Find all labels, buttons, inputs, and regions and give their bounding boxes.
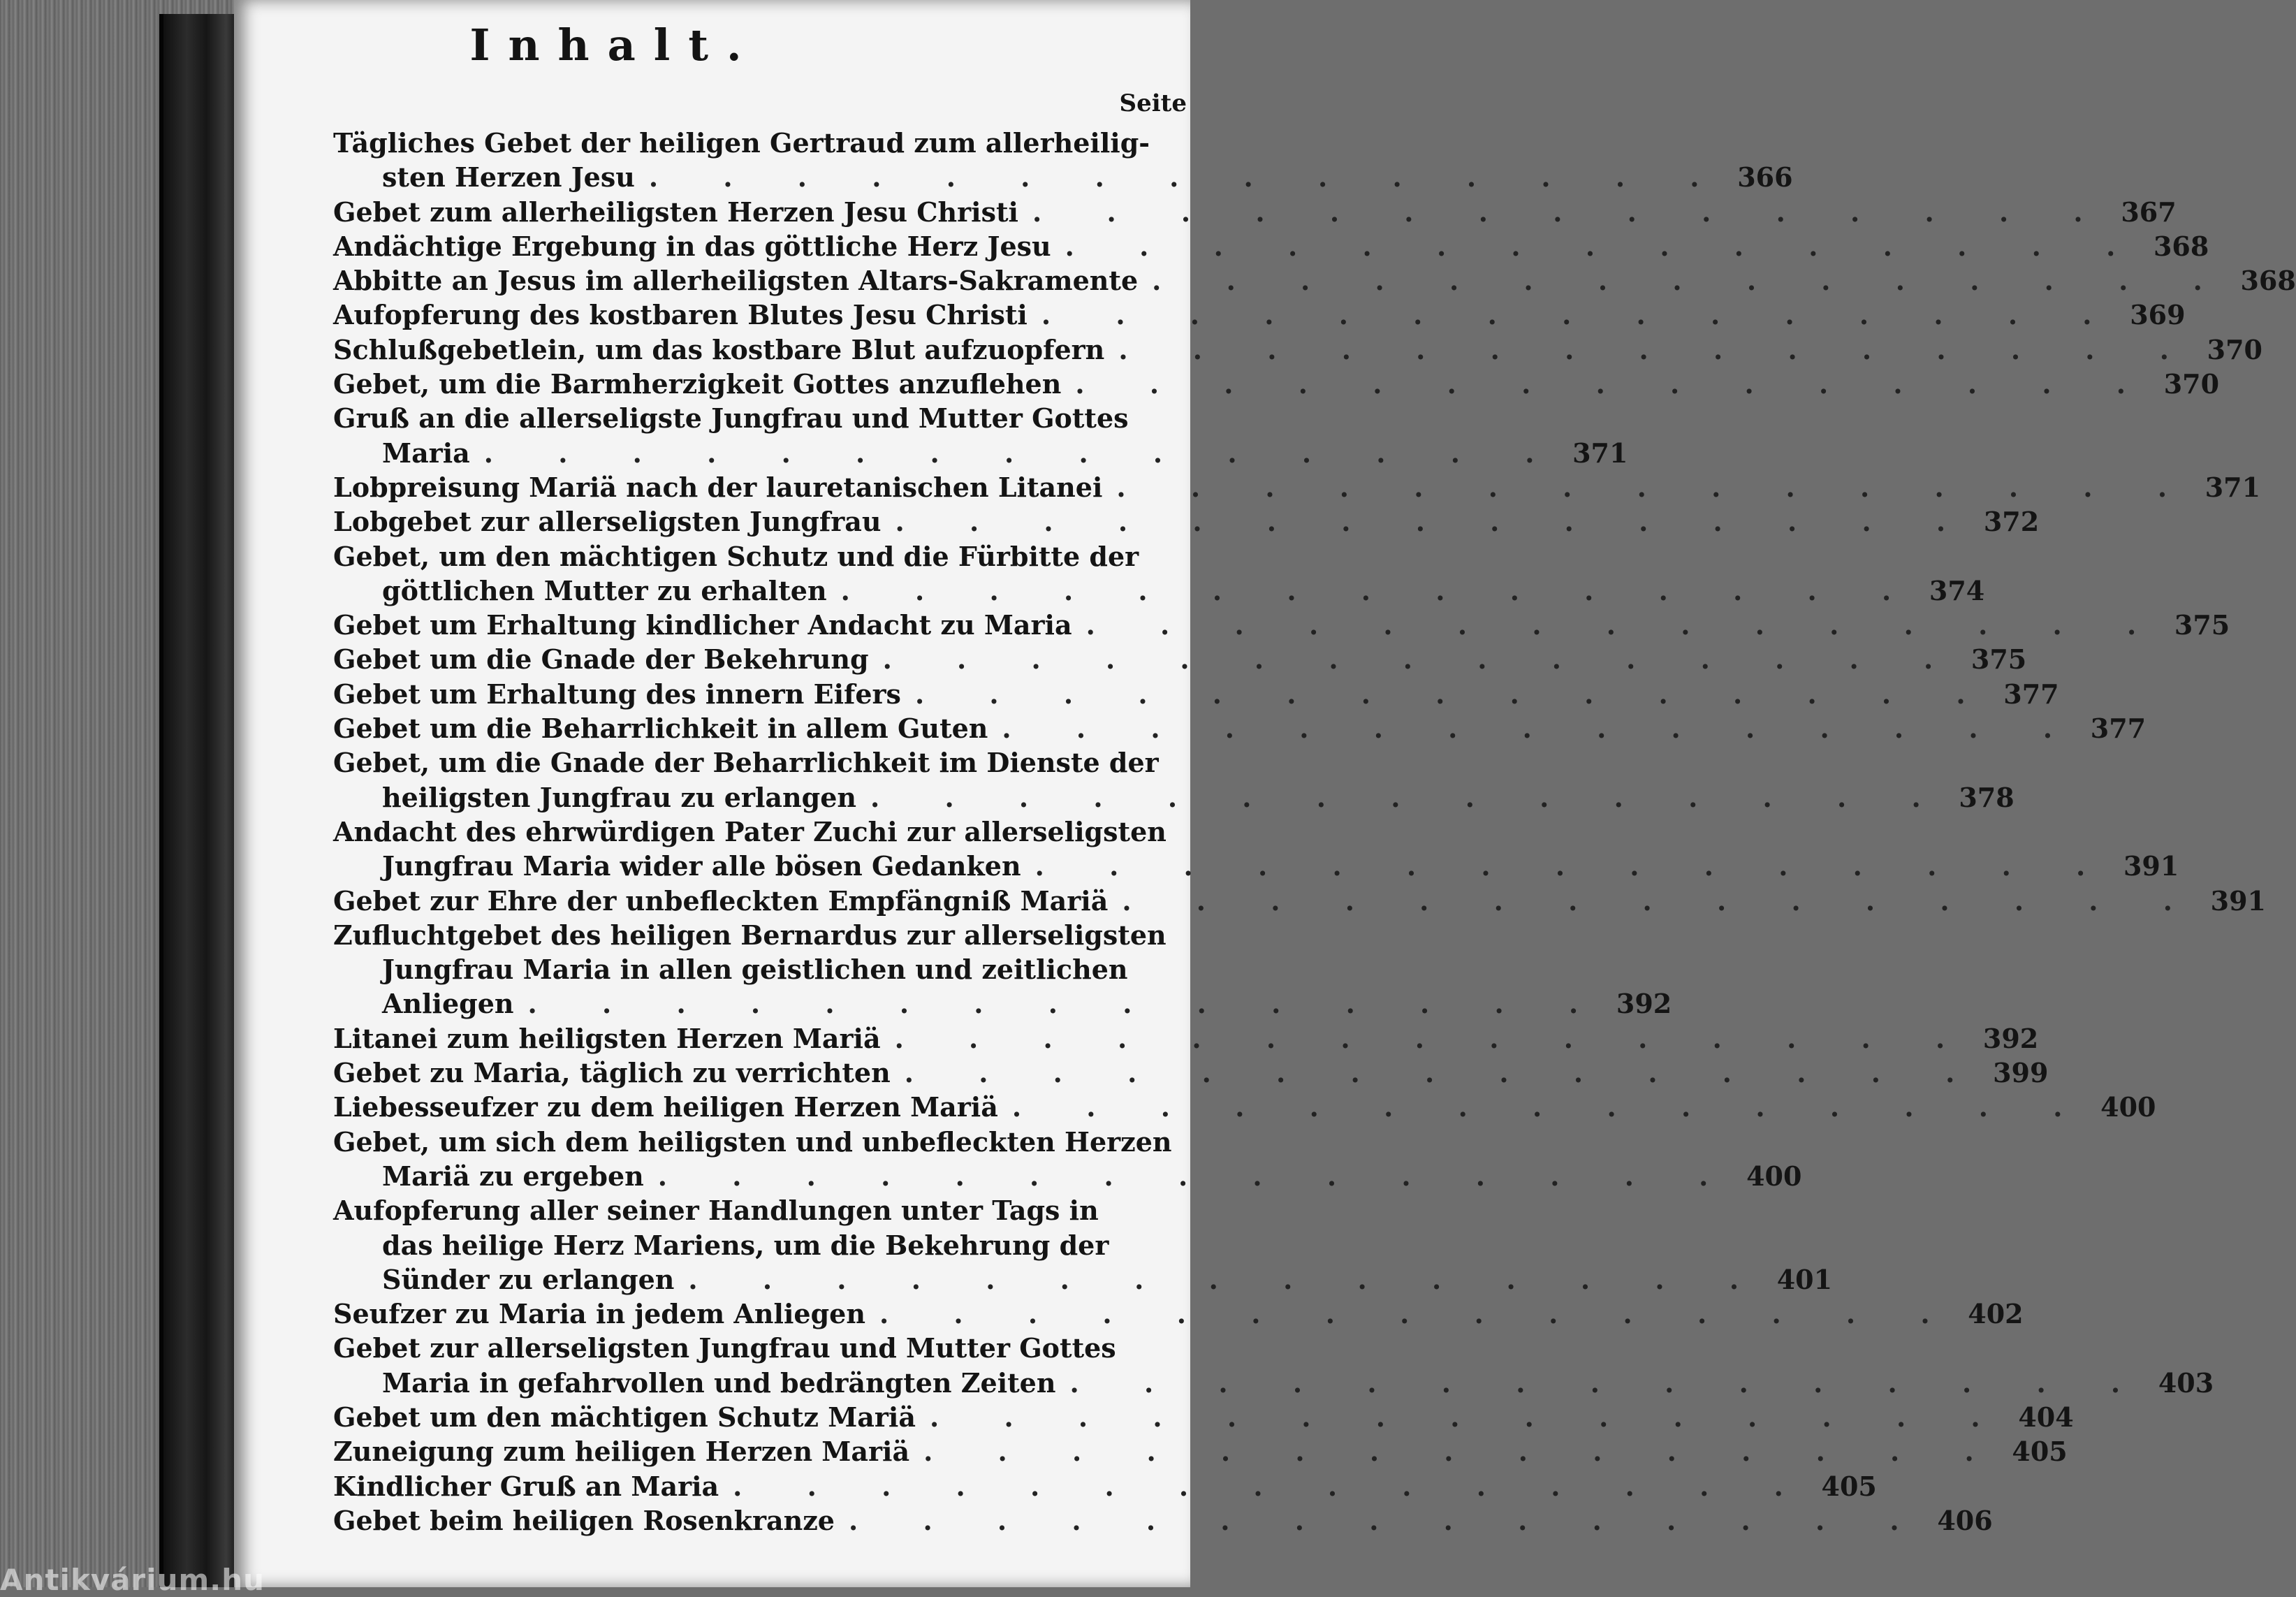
toc-entry-text: Zufluchtgebet des heiligen Bernardus zur allerseligsten [333,919,1167,951]
toc-page-number: 401 [1776,1263,1833,1295]
toc-entry [333,1056,2049,1090]
toc-entry-line [333,1125,1187,1159]
dot-leader: . . . . . . . . . . . . . . . [688,1263,1767,1295]
book-page [234,0,2296,1587]
toc-page-number: 374 [1929,574,1985,606]
toc-entry [333,1021,2039,1056]
toc-entry-line [333,1056,2049,1090]
toc-entry-line [333,1090,2156,1124]
toc-entry-text: Lobpreisung Mariä nach der lauretanischen Litanei [333,471,1103,503]
toc-page-number: 399 [1993,1057,2049,1089]
toc-page-number: 403 [2158,1366,2214,1399]
dot-leader: . . . . . . . . . . . . . . . [929,1401,2008,1433]
watermark: Antikvárium.hu [0,1563,265,1597]
toc-entry [333,401,1628,470]
toc-page-number: 366 [1737,161,1793,194]
dot-leader: . . . . . . . . . . . . . . . [1002,713,2081,745]
toc-entry-text: Gebet um die Beharrlichkeit in allem Guten [333,713,988,745]
dot-leader: . . . . . . . . . . . . . . . [894,1022,1973,1054]
toc-entry-text: Mariä zu ergeben [382,1160,644,1192]
dot-leader: . . . . . . . . . . . . . . . [1011,1091,2091,1123]
toc-entry-text: Lobgebet zur allerseligsten Jungfrau [333,506,882,538]
toc-entry-line [333,1366,2214,1400]
dot-leader: . . . . . . . . . . . . . . . [882,643,1961,676]
toc-entry-line [333,608,2230,642]
toc-entry-line [333,952,1187,986]
dot-leader: . . . . . . . . . . . . . . . [1085,609,2165,641]
toc-entry-text: Gebet zur allerseligsten Jungfrau und Mutter Gottes [333,1332,1116,1364]
dot-leader: . . . . . . . . . . . . . . . [1034,850,2114,882]
toc-page-number: 392 [1616,988,1672,1020]
toc-entry [333,918,1672,1021]
toc-entry [333,1503,1993,1538]
toc-page-number: 370 [2207,333,2262,365]
toc-entry-line [333,470,2261,504]
page-title: Inhalt. [469,20,760,71]
toc-entry-text: Zuneigung zum heiligen Herzen Mariä [333,1436,910,1468]
toc-page-number: 371 [1572,437,1628,469]
toc-entry [333,1331,2214,1400]
toc-entry-line [333,298,2186,332]
toc-entry [333,263,2296,298]
toc-entry [333,1434,2068,1468]
toc-entry-line [333,367,2220,401]
toc-page-number: 406 [1937,1504,1993,1536]
toc-entry-line [333,195,2177,229]
toc-entry [333,1469,1877,1503]
toc-entry-text: Litanei zum heiligsten Herzen Mariä [333,1022,881,1054]
toc-entry-line [333,504,2040,539]
toc-entry-text: Gebet, um sich dem heiligsten und unbefleckten Herzen [333,1125,1172,1158]
dot-leader: . . . . . . . . . . . . . . . [895,506,1974,538]
toc-entry-line [333,333,2262,367]
dot-leader: . . . . . . . . . . . . . . . [848,1504,1927,1536]
toc-entry-text: heiligsten Jungfrau zu erlangen [382,781,857,813]
toc-page-number: 405 [1821,1470,1877,1502]
toc-entry-line [333,1297,2024,1331]
toc-entry [333,1125,1802,1194]
toc-entry-line [333,539,1187,574]
toc-page-number: 368 [2240,265,2296,297]
toc-entry-text: Gebet um Erhaltung kindlicher Andacht zu Maria [333,609,1072,641]
toc-page-number: 369 [2130,299,2186,331]
toc-entry [333,470,2261,504]
dot-leader: . . . . . . . . . . . . . . . [904,1057,1983,1089]
toc-entry-line [333,780,2015,815]
toc-page-number: 400 [1746,1160,1802,1192]
toc-entry-text: göttlichen Mutter zu erhalten [382,574,827,606]
dot-leader: . . . . . . . . . . . . . . . [733,1470,1811,1502]
toc-entry-text: das heilige Herz Mariens, um die Bekehrung der [382,1229,1109,1261]
toc-page-number: 371 [2204,471,2261,503]
toc-entry-text: Maria in gefahrvollen und bedrängten Zeiten [382,1366,1056,1399]
toc-entry-line [333,1434,2068,1468]
toc-entry [333,608,2230,642]
toc-entry [333,229,2209,263]
toc-page-number: 367 [2121,196,2177,228]
toc-entry [333,815,2179,884]
dot-leader: . . . . . . . . . . . . . . . [914,678,1994,710]
toc-entry-line [333,1469,1877,1503]
toc-entry [333,884,2266,918]
toc-entry-text: Sünder zu erlangen [382,1263,675,1295]
dot-leader: . . . . . . . . . . . . . . . [648,161,1727,194]
toc-entry [333,1090,2156,1124]
toc-entry-line [333,1503,1993,1538]
toc-entry-text: Gebet zur Ehre der unbefleckten Empfängniß Mariä [333,884,1109,917]
dot-leader: . . . . . . . . . . . . . . . [1041,299,2120,331]
toc-entry-text: Liebesseufzer zu dem heiligen Herzen Mariä [333,1091,998,1123]
toc-page-number: 392 [1982,1022,2039,1054]
toc-entry-line [333,1400,2074,1434]
toc-entry-text: Gruß an die allerseligste Jungfrau und Mutter Gottes [333,402,1129,435]
dot-leader: . . . . . . . . . . . . . . . [1069,1366,2149,1399]
toc-entry-text: Schlußgebetlein, um das kostbare Blut aufzuopfern [333,333,1105,365]
toc-entry-text: Maria [382,437,470,469]
toc-page-number: 378 [1959,781,2015,813]
toc-entry [333,126,1793,195]
toc-entry-text: Abbitte an Jesus im allerheiligsten Altars-Sakramente [333,265,1139,297]
toc-entry-text: Gebet beim heiligen Rosenkranze [333,1504,835,1536]
toc-entry-line [333,436,1628,470]
toc-entry-text: Aufopferung des kostbaren Blutes Jesu Christi [333,299,1028,331]
toc-entry-line [333,711,2147,745]
book-spine [159,14,242,1587]
dot-leader: . . . . . . . . . . . . . . . [840,574,1920,606]
toc-entry-text: Anliegen [382,988,514,1020]
dot-leader: . . . . . . . . . . . . . . . [1116,471,2195,503]
dot-leader: . . . . . . . . . . . . . . . [1118,333,2197,365]
toc-page-number: 402 [1968,1298,2024,1330]
toc-entry-text: Jungfrau Maria wider alle bösen Gedanken [382,850,1021,882]
toc-entry-line [333,229,2209,263]
toc-page-number: 375 [2174,609,2230,641]
toc-entry [333,298,2186,332]
toc-entry-line [333,574,1985,608]
toc-entry-text: Gebet, um die Barmherzigkeit Gottes anzuflehen [333,368,1062,400]
toc-entry-line [333,642,2027,676]
toc-page-number: 391 [2123,850,2179,882]
toc-entry-line [333,677,2059,711]
page-column-header: Seite [1119,89,1187,117]
toc-entry-text: Gebet zu Maria, täglich zu verrichten [333,1057,891,1089]
dot-leader: . . . . . . . . . . . . . . . [657,1160,1736,1192]
dot-leader: . . . . . . . . . . . . . . . [1032,196,2111,228]
dot-leader: . . . . . . . . . . . . . . . [483,437,1563,469]
toc-entry-line [333,1159,1802,1193]
toc-page-number: 377 [2090,713,2147,745]
toc-entry [333,367,2220,401]
toc-page-number: 391 [2210,884,2266,917]
toc-entry-text: sten Herzen Jesu [382,161,635,194]
toc-entry [333,642,2027,676]
toc-entry-text: Gebet, um die Gnade der Beharrlichkeit im Dienste der [333,747,1159,779]
toc-entry [333,677,2059,711]
toc-entry-text: Andacht des ehrwürdigen Pater Zuchi zur allerseligsten [333,815,1167,847]
toc-entry [333,745,2015,815]
toc-entry-line [333,263,2296,298]
table-of-contents [333,126,2296,1538]
toc-entry [333,1400,2074,1434]
toc-page-number: 405 [2012,1436,2068,1468]
toc-page-number: 370 [2163,368,2220,400]
toc-entry [333,539,1985,608]
toc-entry-text: Gebet um die Gnade der Bekehrung [333,643,869,676]
toc-entry-line [333,918,1187,952]
toc-entry-line [333,126,1187,160]
toc-entry-line [333,1193,1187,1227]
toc-entry-text: Gebet zum allerheiligsten Herzen Jesu Christi [333,196,1018,228]
dot-leader: . . . . . . . . . . . . . . . [879,1298,1958,1330]
toc-entry-text: Gebet um den mächtigen Schutz Mariä [333,1401,916,1433]
toc-entry [333,333,2262,367]
toc-page-number: 375 [1970,643,2027,676]
dot-leader: . . . . . . . . . . . . . . . [1065,230,2144,262]
toc-entry-text: Gebet um Erhaltung des innern Eifers [333,678,901,710]
toc-entry-text: Aufopferung aller seiner Handlungen unter Tags in [333,1195,1099,1227]
toc-entry-text: Andächtige Ergebung in das göttliche Herz Jesu [333,230,1051,262]
toc-entry-line [333,745,1187,780]
toc-entry-line [333,815,1187,849]
toc-page-number: 368 [2153,230,2209,262]
toc-entry-text: Kindlicher Gruß an Maria [333,1470,719,1502]
toc-entry-line [333,1262,1833,1297]
toc-entry-line [333,986,1672,1021]
toc-entry-text: Jungfrau Maria in allen geistlichen und zeitlichen [382,954,1128,986]
toc-entry-line [333,1228,1187,1262]
dot-leader: . . . . . . . . . . . . . . . [923,1436,2002,1468]
toc-entry-text: Gebet, um den mächtigen Schutz und die Fürbitte der [333,540,1139,572]
toc-entry-text: Tägliches Gebet der heiligen Gertraud zum allerheilig- [333,127,1150,159]
toc-page-number: 377 [2003,678,2059,710]
toc-entry [333,1297,2024,1331]
toc-page-number: 400 [2100,1091,2156,1123]
toc-entry-line [333,160,1793,194]
toc-page-number: 372 [1983,506,2040,538]
toc-page-number: 404 [2018,1401,2074,1433]
toc-entry-line [333,1021,2039,1056]
dot-leader: . . . . . . . . . . . . . . . [870,781,1949,813]
toc-entry-line [333,884,2266,918]
dot-leader: . . . . . . . . . . . . . . . [1122,884,2200,917]
toc-entry [333,195,2177,229]
toc-entry-line [333,1331,1187,1365]
toc-entry-line [333,849,2179,883]
toc-entry [333,504,2040,539]
toc-entry [333,1193,1833,1297]
toc-entry-line [333,401,1187,435]
toc-entry-text: Seufzer zu Maria in jedem Anliegen [333,1298,865,1330]
dot-leader: . . . . . . . . . . . . . . . [1075,368,2154,400]
dot-leader: . . . . . . . . . . . . . . . [527,988,1607,1020]
toc-entry [333,711,2147,745]
dot-leader: . . . . . . . . . . . . . . . [1152,265,2230,297]
